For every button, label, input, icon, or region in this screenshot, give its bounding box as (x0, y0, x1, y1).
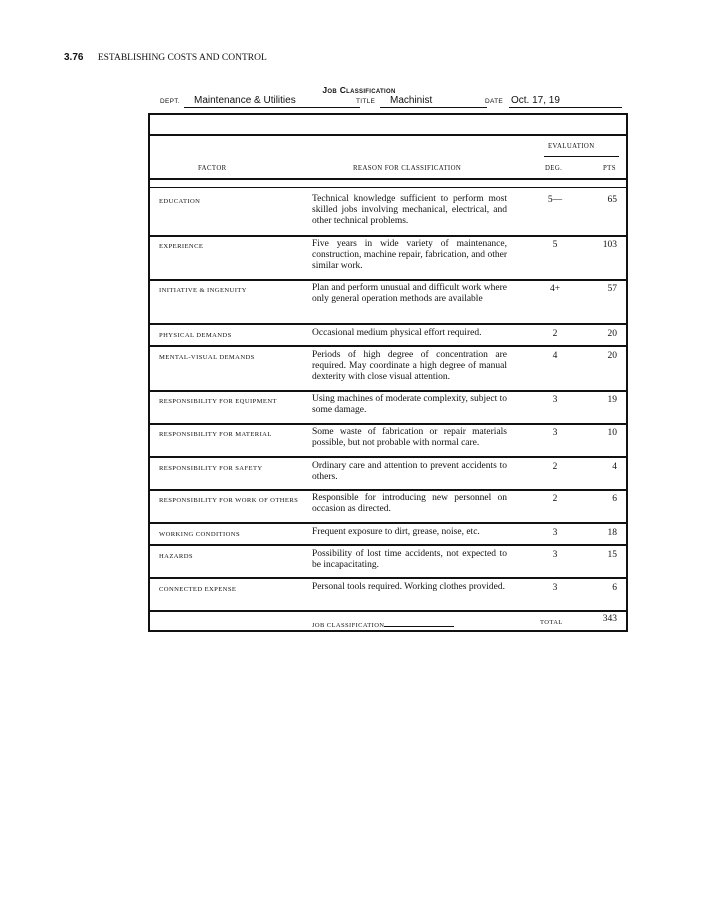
factor-label: INITIATIVE & INGENUITY (159, 287, 247, 294)
deg-value: 3 (552, 395, 558, 405)
factor-label: RESPONSIBILITY FOR WORK OF OTHERS (159, 497, 299, 504)
job-classification-text: JOB CLASSIFICATION (312, 622, 385, 629)
job-classification-label (312, 619, 454, 629)
deg-value: 2 (552, 462, 558, 472)
table-row (150, 236, 626, 280)
pts-value: 19 (607, 395, 617, 405)
factor-label: MENTAL-VISUAL DEMANDS (159, 354, 255, 361)
total-label: TOTAL (540, 619, 563, 626)
section-number: 3.76 (64, 52, 84, 63)
reason-text: Some waste of fabrication or repair materials possible, but not probable with normal care. (312, 427, 507, 449)
reason-text: Five years in wide variety of maintenance, construction, machine repair, fabrication, and other similar work. (312, 239, 507, 272)
deg-value: 3 (552, 550, 558, 560)
table-row (150, 546, 626, 579)
date-label: DATE (485, 98, 504, 105)
deg-value: 3 (552, 583, 558, 593)
pts-value: 20 (607, 329, 617, 339)
pts-value: 103 (602, 240, 617, 250)
date-field[interactable]: Oct. 17, 19 (509, 95, 622, 108)
deg-header: DEG. (545, 165, 563, 172)
factor-label: PHYSICAL DEMANDS (159, 332, 232, 339)
table-row (150, 391, 626, 424)
table-row (150, 424, 626, 457)
factor-label: HAZARDS (159, 553, 193, 560)
total-value: 343 (602, 614, 617, 624)
reason-text: Frequent exposure to dirt, grease, noise, etc. (312, 527, 480, 537)
deg-value: 4 (552, 351, 558, 361)
table-row (150, 347, 626, 391)
pts-value: 18 (607, 528, 617, 538)
reason-text: Plan and perform unusual and difficult work where only general operation methods are available (312, 283, 507, 305)
table-row (150, 579, 626, 612)
evaluation-underline (544, 156, 619, 157)
form-meta (160, 95, 630, 109)
reason-text: Personal tools required. Working clothes provided. (312, 582, 505, 592)
pts-value: 6 (612, 494, 617, 504)
table-row (150, 490, 626, 523)
page-header (64, 52, 267, 63)
pts-value: 6 (612, 583, 617, 593)
job-classification-form (148, 113, 628, 632)
pts-value: 65 (607, 195, 617, 205)
table-row (150, 524, 626, 544)
divider (150, 178, 626, 180)
deg-value: 4+ (549, 284, 561, 294)
pts-header: PTS (603, 165, 616, 172)
factor-label: EDUCATION (159, 198, 201, 205)
deg-value: 3 (552, 528, 558, 538)
title-label: TITLE (356, 98, 376, 105)
factor-header: FACTOR (198, 165, 227, 172)
table-row (150, 280, 626, 324)
reason-text: Ordinary care and attention to prevent accidents to others. (312, 461, 507, 483)
table-row (150, 191, 626, 235)
pts-value: 4 (612, 462, 617, 472)
reason-text: Possibility of lost time accidents, not expected to be incapacitating. (312, 549, 507, 571)
table-row (150, 325, 626, 345)
divider (150, 134, 626, 136)
deg-value: 5— (547, 195, 563, 205)
dept-label: DEPT. (160, 98, 180, 105)
reason-text: Using machines of moderate complexity, subject to some damage. (312, 394, 507, 416)
pts-value: 10 (607, 428, 617, 438)
reason-text: Occasional medium physical effort required. (312, 328, 482, 338)
dept-field[interactable]: Maintenance & Utilities (184, 95, 360, 108)
factor-label: WORKING CONDITIONS (159, 531, 241, 538)
factor-label: CONNECTED EXPENSE (159, 586, 237, 593)
deg-value: 3 (552, 428, 558, 438)
reason-header: REASON FOR CLASSIFICATION (353, 165, 462, 172)
factor-label: RESPONSIBILITY FOR SAFETY (159, 465, 263, 472)
divider (150, 187, 626, 188)
table-row (150, 458, 626, 491)
title-field[interactable]: Machinist (380, 95, 487, 108)
reason-text: Technical knowledge sufficient to perform most skilled jobs involving mechanical, electrical, and other technical problems. (312, 194, 507, 227)
evaluation-header: EVALUATION (548, 143, 595, 150)
form-title: Job Classification (322, 85, 396, 95)
factor-label: RESPONSIBILITY FOR EQUIPMENT (159, 398, 277, 405)
form-footer (150, 612, 626, 632)
reason-text: Responsible for introducing new personnel on occasion as directed. (312, 493, 507, 515)
section-title: ESTABLISHING COSTS AND CONTROL (97, 53, 267, 63)
deg-value: 5 (552, 240, 558, 250)
deg-value: 2 (552, 329, 558, 339)
job-classification-blank[interactable] (384, 619, 454, 627)
deg-value: 2 (552, 494, 558, 504)
pts-value: 57 (607, 284, 617, 294)
pts-value: 15 (607, 550, 617, 560)
factor-label: RESPONSIBILITY FOR MATERIAL (159, 431, 272, 438)
factor-label: EXPERIENCE (159, 243, 204, 250)
reason-text: Periods of high degree of concentration are required. May coordinate a high degree of manual dexterity with close visual attention. (312, 350, 507, 383)
pts-value: 20 (607, 351, 617, 361)
